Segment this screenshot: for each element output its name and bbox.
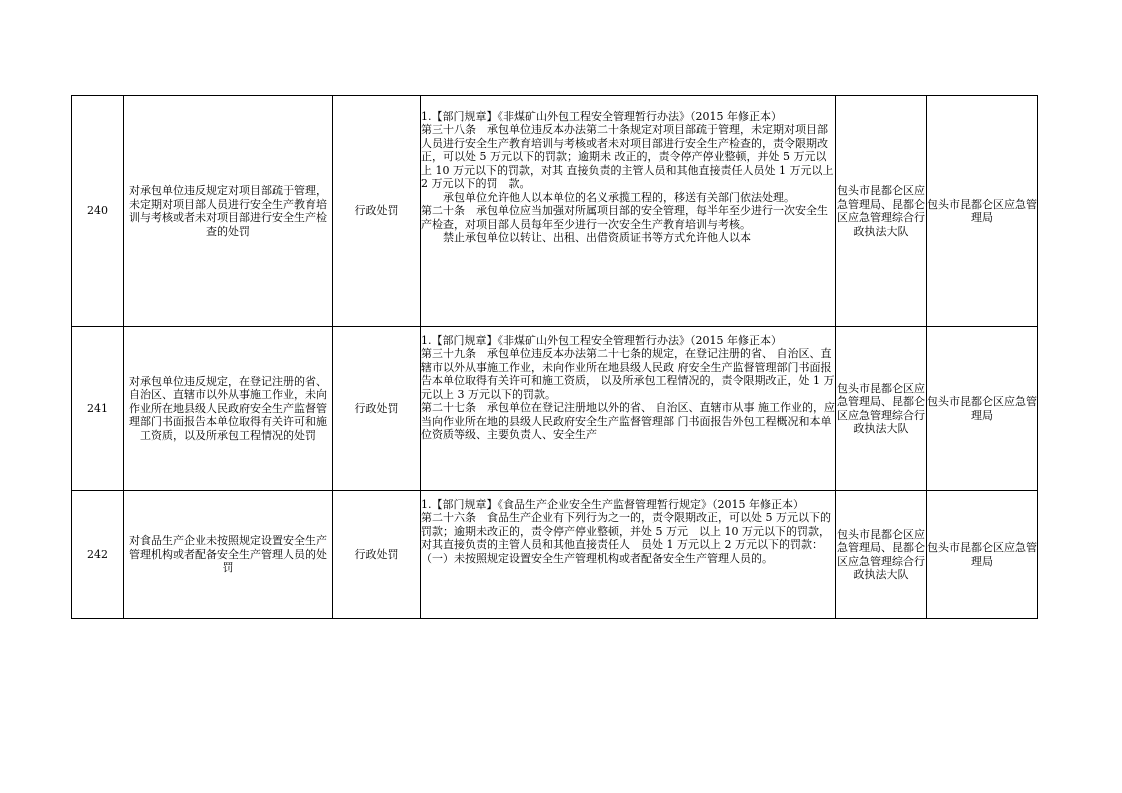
basis-line: （一）未按照规定设置安全生产管理机构或者配备安全生产管理人员的。 — [421, 551, 773, 565]
legal-basis — [421, 327, 836, 491]
basis-line: 第三十九条 承包单位违反本办法第二十七条的规定，在登记注册的省、 自治区、直辖市以外从事施工作业，未向作业所在地县级人民政 府安全生产监督管理部门书面报告本单位取得有关许可和施工资质， 以及所承包工程情况的，责令限期改正，处 1 万元以上 3 万元以下的罚款。 — [421, 347, 835, 401]
executing-body: 包头市昆都仑区应急管理局、昆都仑区应急管理综合行政执法大队 — [836, 491, 927, 619]
basis-line: 第二十条 承包单位应当加强对所属项目部的安全管理，每半年至少进行一次安全生产检查，对项目部人员每年至少进行一次安全生产教育培训与考核。 — [421, 204, 828, 231]
basis-line: 1.【部门规章】《非煤矿山外包工程安全管理暂行办法》（2015 年修正本） — [421, 333, 782, 347]
row-number: 240 — [72, 96, 124, 327]
item-type: 行政处罚 — [333, 96, 421, 327]
basis-line: 第二十七条 承包单位在登记注册地以外的省、 自治区、直辖市从事 施工作业的，应当向作业所在地的县级人民政府安全生产监督管理部 门书面报告外包工程概况和本单位资质等级、主要负责人、安全生产 — [421, 401, 835, 441]
basis-line: 承包单位允许他人以本单位的名义承揽工程的，移送有关部门依法处理。 — [443, 190, 795, 204]
enforcement-items-table — [71, 95, 1038, 619]
item-type: 行政处罚 — [333, 491, 421, 619]
basis-line: 禁止承包单位以转让、出租、出借资质证书等方式允许他人以本 — [443, 231, 751, 244]
responsible-department: 包头市昆都仑区应急管理局 — [927, 327, 1038, 491]
basis-line: 第三十八条 承包单位违反本办法第二十条规定对项目部疏于管理，未定期对项目部人员进行安全生产教育培训与考核或者未对项目部进行安全生产检查的，责令限期改正，可以处 5 万元以下的罚款；逾期未 改正的，责令停产停业整顿，并处 5 万元以上 10 万元以下的罚款，对其 直接负责的主管人员和其他直接责任人员处 1 万元以上 2 万元以下的罚 款。 — [421, 123, 834, 190]
item-name: 对食品生产企业未按照规定设置安全生产管理机构或者配备安全生产管理人员的处罚 — [124, 491, 333, 619]
basis-line: 第二十六条 食品生产企业有下列行为之一的，责令限期改正，可以处 5 万元以下的罚款；逾期未改正的，责令停产停业整顿，并处 5 万元 以上 10 万元以下的罚款，对其直接负责的主管人员和其他直接责任人 员处 1 万元以上 2 万元以下的罚款： — [421, 511, 831, 551]
responsible-department: 包头市昆都仑区应急管理局 — [927, 96, 1038, 327]
row-number: 241 — [72, 327, 124, 491]
legal-basis — [421, 491, 836, 619]
basis-line: 1.【部门规章】《食品生产企业安全生产监督管理暂行规定》（2015 年修正本） — [421, 497, 804, 511]
table-row — [72, 327, 1038, 491]
table-row — [72, 491, 1038, 619]
legal-basis — [421, 96, 836, 327]
item-name: 对承包单位违反规定对项目部疏于管理，未定期对项目部人员进行安全生产教育培训与考核或者未对项目部进行安全生产检查的处罚 — [124, 96, 333, 327]
executing-body: 包头市昆都仑区应急管理局、昆都仑区应急管理综合行政执法大队 — [836, 327, 927, 491]
table-row — [72, 96, 1038, 327]
basis-line: 1.【部门规章】《非煤矿山外包工程安全管理暂行办法》（2015 年修正本） — [421, 109, 782, 123]
item-type: 行政处罚 — [333, 327, 421, 491]
responsible-department: 包头市昆都仑区应急管理局 — [927, 491, 1038, 619]
item-name: 对承包单位违反规定，在登记注册的省、 自治区、直辖市以外从事施工作业，未向作业所在地县级人民政府安全生产监督管理部门书面报告本单位取得有关许可和施工资质，以及所承包工程情况的处罚 — [124, 327, 333, 491]
executing-body: 包头市昆都仑区应急管理局、昆都仑区应急管理综合行政执法大队 — [836, 96, 927, 327]
row-number: 242 — [72, 491, 124, 619]
